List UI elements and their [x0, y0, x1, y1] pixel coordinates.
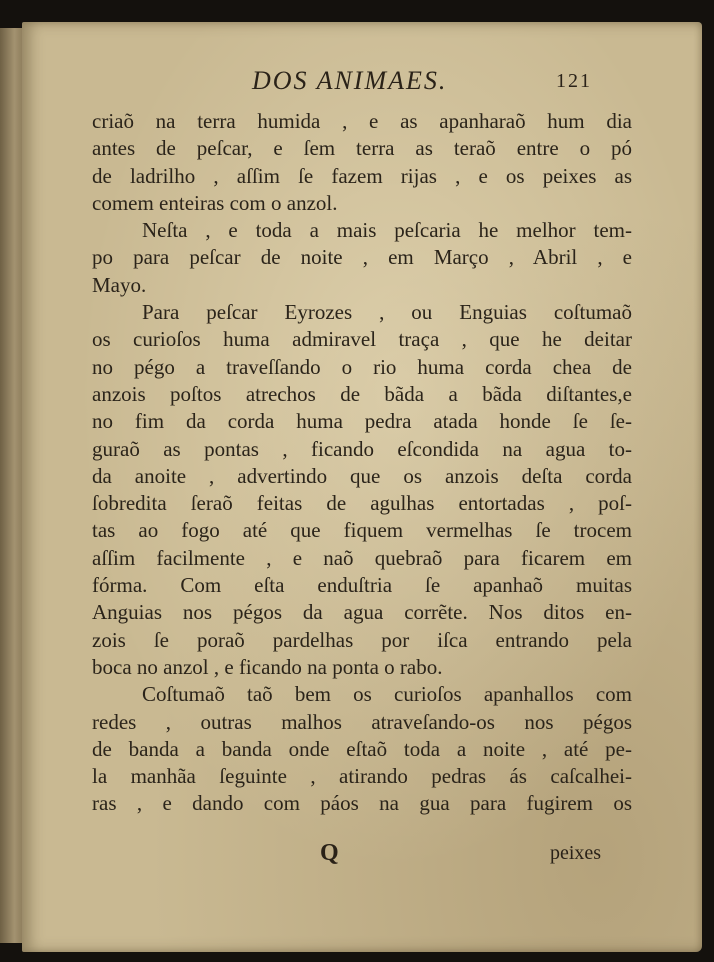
text-line: antes de peſcar, e ſem terra as teraõ entre o pó — [92, 136, 632, 161]
text-line: la manhãa ſeguinte , atirando pedras ás caſcalhei- — [92, 764, 632, 789]
text-line: anzois poſtos atrechos de bãda a bãda diſtantes,e — [92, 381, 632, 406]
text-line: de banda a banda onde eſtaõ toda a noite , até pe- — [92, 736, 632, 761]
text-line: criaõ na terra humida , e as apanharaõ hum dia — [92, 109, 632, 133]
text-line: tas ao fogo até que fiquem vermelhas ſe trocem — [92, 518, 632, 543]
text-line: zois ſe poraõ pardelhas por iſca entrando pela — [92, 627, 632, 652]
text-line: aſſim facilmente , e naõ quebraõ para ficarem em — [92, 545, 632, 570]
running-head — [22, 66, 702, 98]
text-line: comem enteiras com o anzol. — [92, 190, 338, 215]
text-line: no fim da corda huma pedra atada honde ſe ſe- — [92, 409, 632, 434]
signature-mark: Q — [320, 840, 339, 866]
text-line: boca no anzol , e ficando na ponta o rabo. — [92, 654, 443, 679]
text-line: ras , e dando com páos na gua para fugirem os — [92, 791, 632, 816]
page-number: 121 — [556, 70, 592, 92]
text-line: ſobredita ſeraõ feitas de agulhas entortadas , poſ- — [92, 491, 632, 516]
text-line: po para peſcar de noite , em Março , Abril , e — [92, 245, 632, 270]
text-line: os curioſos huma admiravel traça , que he deitar — [92, 327, 632, 352]
book-page — [22, 22, 702, 952]
text-line: redes , outras malhos atraveſando-os nos pégos — [92, 709, 632, 734]
text-line: Anguias nos pégos da agua corrẽte. Nos ditos en- — [92, 600, 632, 625]
text-line: de ladrilho , aſſim ſe fazem rijas , e os peixes as — [92, 163, 632, 188]
text-line: Para peſcar Eyrozes , ou Enguias coſtumaõ — [142, 300, 632, 325]
text-line: da anoite , advertindo que os anzois deſta corda — [92, 463, 632, 488]
catch-line — [22, 840, 702, 870]
text-line: guraõ as pontas , ficando eſcondida na agua to- — [92, 436, 632, 461]
text-line: fórma. Com eſta enduſtria ſe apanhaõ muitas — [92, 573, 632, 598]
catchword: peixes — [550, 842, 602, 864]
text-line: no pégo a traveſſando o rio huma corda chea de — [92, 354, 632, 379]
text-line: Neſta , e toda a mais peſcaria he melhor tem- — [142, 218, 632, 243]
text-line: Coſtumaõ taõ bem os curioſos apanhallos com — [142, 682, 632, 707]
running-title: DOS ANIMAES. — [252, 66, 448, 95]
text-line: Mayo. — [92, 272, 147, 297]
body-text — [92, 108, 632, 818]
